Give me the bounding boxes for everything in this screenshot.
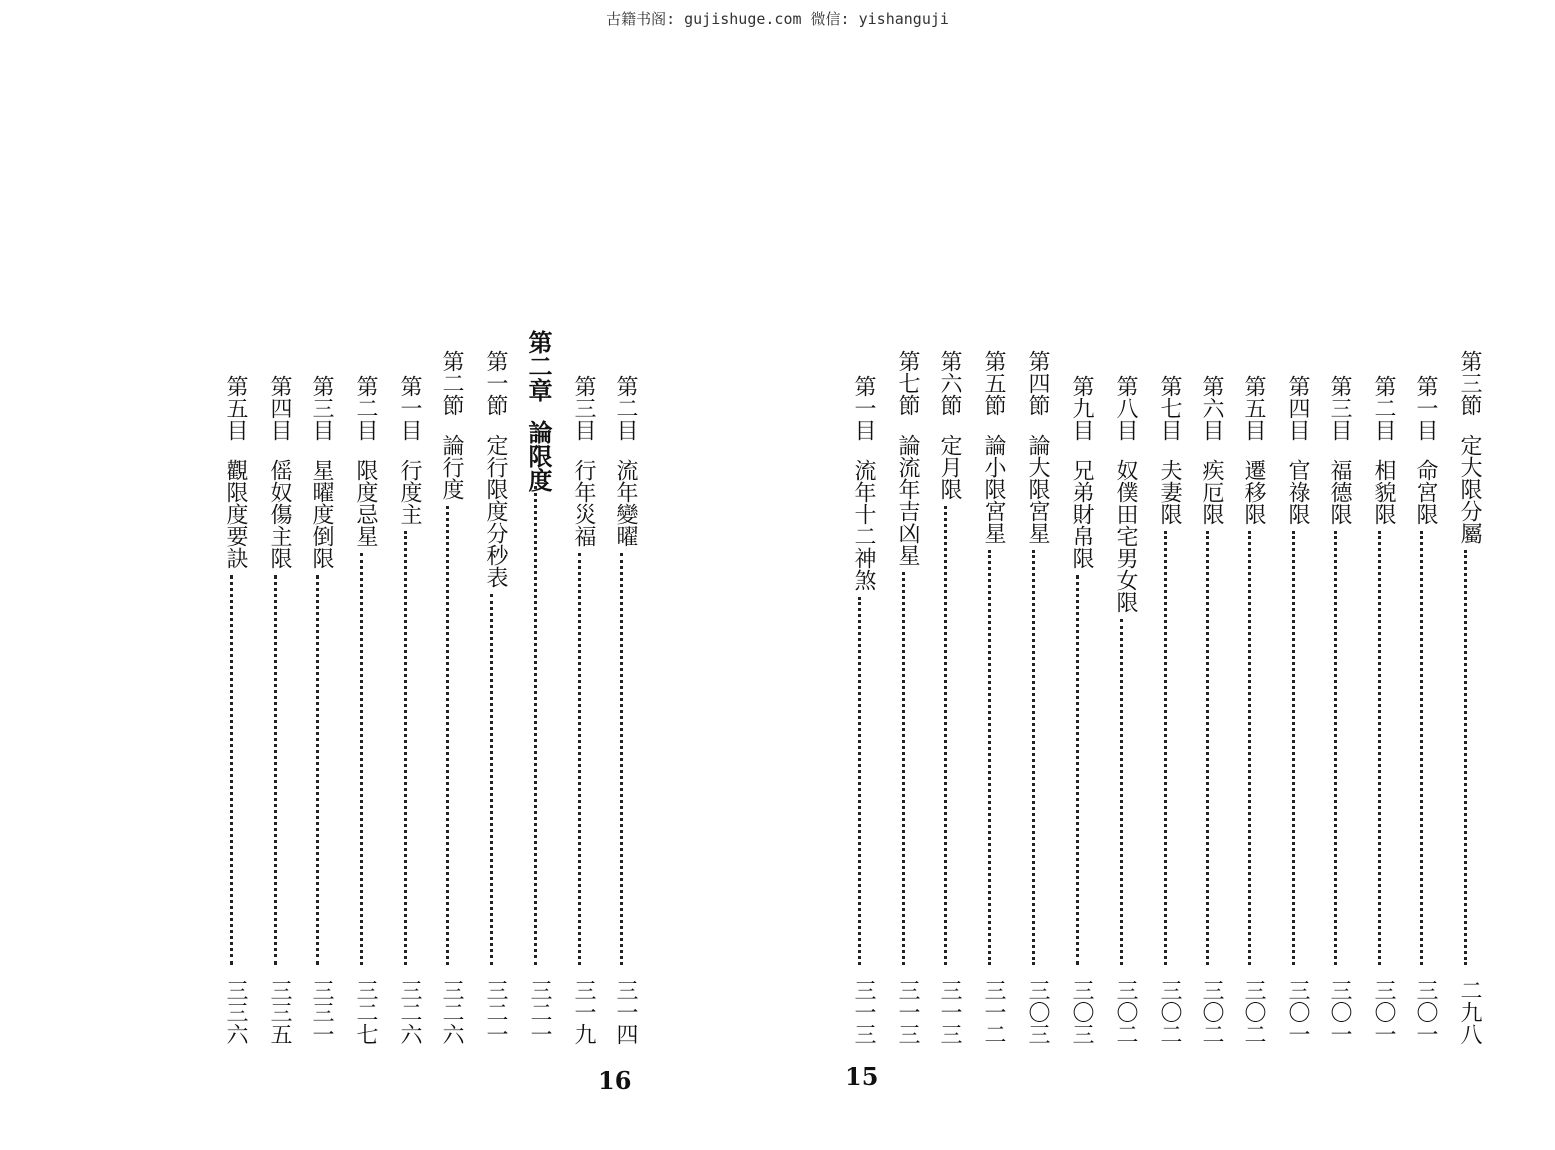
toc-entry-title: 論行度 <box>439 434 464 500</box>
toc-entry-title: 夫妻限 <box>1157 459 1182 525</box>
toc-entry[interactable] <box>608 375 636 1045</box>
toc-entry-title: 奴僕田宅男女限 <box>1113 459 1138 613</box>
toc-entry-title: 相貌限 <box>1371 459 1396 525</box>
toc-entry-label: 第四目 <box>267 375 292 441</box>
leader-dots <box>490 594 497 965</box>
toc-entry-label: 第一節 <box>483 350 508 416</box>
toc-entry-page: 三〇二 <box>1113 979 1138 1045</box>
toc-entry-title: 論流年吉凶星 <box>895 434 920 566</box>
toc-entry-title: 論大限宮星 <box>1025 434 1050 544</box>
toc-entry-title: 疾厄限 <box>1199 459 1224 525</box>
toc-entry-label: 第七節 <box>895 350 920 416</box>
leader-dots <box>316 575 323 965</box>
toc-entry-page: 三三一 <box>309 979 334 1045</box>
toc-entry[interactable] <box>434 350 462 1045</box>
toc-entry-title: 星曜度倒限 <box>309 459 334 569</box>
toc-entry-label: 第五節 <box>981 350 1006 416</box>
toc-entry-label: 第六節 <box>937 350 962 416</box>
toc-entry-page: 二九八 <box>1457 979 1482 1045</box>
toc-entry-label: 第二目 <box>613 375 638 441</box>
leader-dots <box>620 553 627 965</box>
toc-entry[interactable] <box>218 375 246 1045</box>
watermark: 古籍书阁: gujishuge.com 微信: yishanguji <box>606 10 949 28</box>
leader-dots <box>578 553 585 965</box>
toc-entry-title: 行年災福 <box>571 459 596 547</box>
toc-entry-title: 定大限分屬 <box>1457 434 1482 544</box>
toc-entry-page: 三一三 <box>937 979 962 1045</box>
toc-entry-title: 限度忌星 <box>353 459 378 547</box>
toc-entry[interactable] <box>522 330 553 1045</box>
leader-dots <box>404 531 411 965</box>
toc-entry-page: 三一三 <box>851 979 876 1045</box>
toc-entry-page: 三二一 <box>527 979 552 1045</box>
toc-entry-title: 流年變曜 <box>613 459 638 547</box>
toc-entry-label: 第二節 <box>439 350 464 416</box>
toc-entry[interactable] <box>348 375 376 1045</box>
toc-entry-label: 第四節 <box>1025 350 1050 416</box>
toc-entry-label: 第三目 <box>309 375 334 441</box>
toc-entry-label: 第七目 <box>1157 375 1182 441</box>
toc-entry-page: 三〇一 <box>1413 979 1438 1045</box>
toc-entry-title: 流年十二神煞 <box>851 459 876 591</box>
toc-entry-label: 第一目 <box>1413 375 1438 441</box>
toc-entry[interactable] <box>262 375 290 1045</box>
toc-entry-title: 兄弟財帛限 <box>1069 459 1094 569</box>
toc-entry-page: 三二六 <box>397 979 422 1045</box>
toc-entry-title: 福德限 <box>1327 459 1352 525</box>
toc-entry-page: 三三六 <box>223 979 248 1045</box>
toc-entry-page: 三〇一 <box>1371 979 1396 1045</box>
toc-entry-label: 第一目 <box>397 375 422 441</box>
toc-entry[interactable] <box>392 375 420 1045</box>
toc-entry-page: 三〇二 <box>1241 979 1266 1045</box>
toc-entry-page: 三二一 <box>483 979 508 1045</box>
toc-entry-page: 三〇三 <box>1069 979 1094 1045</box>
toc-entry-page: 三〇一 <box>1285 979 1310 1045</box>
leader-dots <box>274 575 281 965</box>
toc-entry-label: 第三節 <box>1457 350 1482 416</box>
toc-entry-title: 論限度 <box>524 420 553 492</box>
toc-entry-page: 三一三 <box>895 979 920 1045</box>
toc-entry-label: 第四目 <box>1285 375 1310 441</box>
toc-entry-label: 第二章 <box>524 330 553 402</box>
toc-entry-title: 定月限 <box>937 434 962 500</box>
toc-entry[interactable] <box>478 350 506 1045</box>
toc-entry-title: 傜奴傷主限 <box>267 459 292 569</box>
leader-dots <box>230 575 237 965</box>
toc-entry-label: 第六目 <box>1199 375 1224 441</box>
leader-dots <box>446 506 453 965</box>
toc-entry-label: 第三目 <box>1327 375 1352 441</box>
toc-entry-label: 第三目 <box>571 375 596 441</box>
toc-entry-page: 三三五 <box>267 979 292 1045</box>
toc-entry-title: 觀限度要訣 <box>223 459 248 569</box>
toc-entry-title: 論小限宮星 <box>981 434 1006 544</box>
toc-entry-label: 第二目 <box>353 375 378 441</box>
toc-entry-page: 三〇一 <box>1327 979 1352 1045</box>
page-number-right: 15 <box>845 1062 879 1091</box>
leader-dots <box>360 553 367 965</box>
page-number-left: 16 <box>598 1066 632 1095</box>
leader-dots <box>534 486 541 965</box>
toc-entry-page: 三一二 <box>981 979 1006 1045</box>
toc-entry-title: 命宮限 <box>1413 459 1438 525</box>
toc-entry-label: 第二目 <box>1371 375 1396 441</box>
toc-entry-page: 三二六 <box>439 979 464 1045</box>
toc-entry-page: 三〇三 <box>1025 979 1050 1045</box>
toc-entry[interactable] <box>566 375 594 1045</box>
toc-entry-title: 官祿限 <box>1285 459 1310 525</box>
toc-entry-title: 定行限度分秒表 <box>483 434 508 588</box>
toc-entry-page: 三一九 <box>571 979 596 1045</box>
toc-entry-label: 第五目 <box>223 375 248 441</box>
toc-entry[interactable] <box>304 375 332 1045</box>
toc-entry-label: 第九目 <box>1069 375 1094 441</box>
toc-entry-page: 三一四 <box>613 979 638 1045</box>
toc-entry-page: 三二七 <box>353 979 378 1045</box>
toc-entry-label: 第八目 <box>1113 375 1138 441</box>
toc-entry-title: 行度主 <box>397 459 422 525</box>
toc-entry-page: 三〇二 <box>1199 979 1224 1045</box>
toc-entry-label: 第五目 <box>1241 375 1266 441</box>
toc-entry-page: 三〇二 <box>1157 979 1182 1045</box>
toc-entry-title: 遷移限 <box>1241 459 1266 525</box>
toc-entry-label: 第一目 <box>851 375 876 441</box>
